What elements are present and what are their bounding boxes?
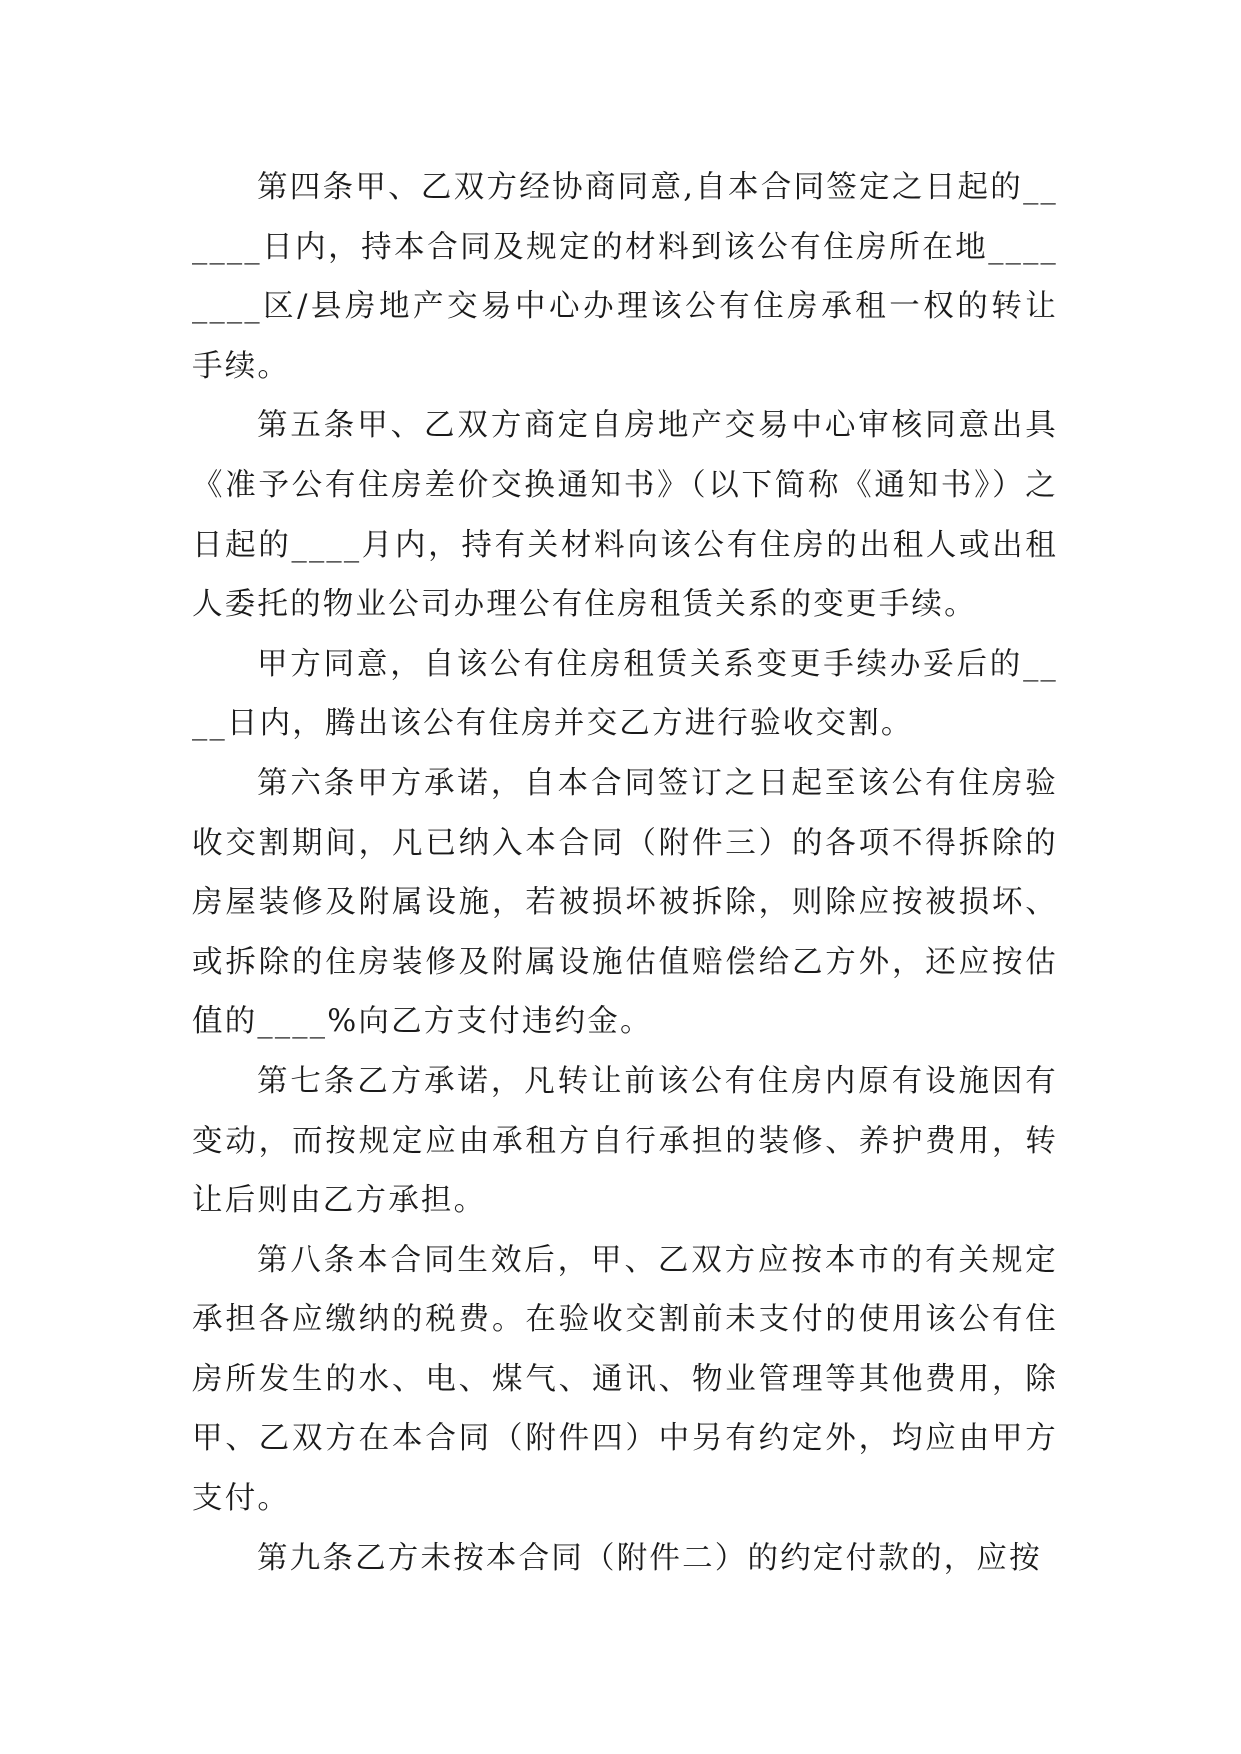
article-5-paragraph: 第五条甲、乙双方商定自房地产交易中心审核同意出具《准予公有住房差价交换通知书》（以下简称《通知书》）之日起的____月内，持有关材料向该公有住房的出租人或出租人委托的物业公司办理公有住房租赁关系的变更手续。 — [192, 408, 1058, 623]
article-9-paragraph: 第九条乙方未按本合同（附件二）的约定付款的，应按 — [257, 1540, 1042, 1576]
party-a-vacate-paragraph: 甲方同意，自该公有住房租赁关系变更手续办妥后的____日内，腾出该公有住房并交乙方进行验收交割。 — [192, 646, 1058, 742]
article-6-paragraph: 第六条甲方承诺，自本合同签订之日起至该公有住房验收交割期间，凡已纳入本合同（附件三）的各项不得拆除的房屋装修及附属设施，若被损坏被拆除，则除应按被损坏、或拆除的住房装修及附属设施估值赔偿给乙方外，还应按估值的____%向乙方支付违约金。 — [192, 765, 1058, 1040]
article-8-paragraph: 第八条本合同生效后，甲、乙双方应按本市的有关规定承担各应缴纳的税费。在验收交割前未支付的使用该公有住房所发生的水、电、煤气、通讯、物业管理等其他费用，除甲、乙双方在本合同（附件四）中另有约定外，均应由甲方支付。 — [192, 1242, 1058, 1517]
document-body — [192, 158, 1058, 1588]
article-4-paragraph: 第四条甲、乙双方经协商同意,自本合同签定之日起的______日内，持本合同及规定的材料到该公有住房所在地________区/县房地产交易中心办理该公有住房承租一权的转让手续。 — [192, 170, 1058, 384]
article-7-paragraph: 第七条乙方承诺，凡转让前该公有住房内原有设施因有变动，而按规定应由承租方自行承担的装修、养护费用，转让后则由乙方承担。 — [192, 1063, 1058, 1219]
